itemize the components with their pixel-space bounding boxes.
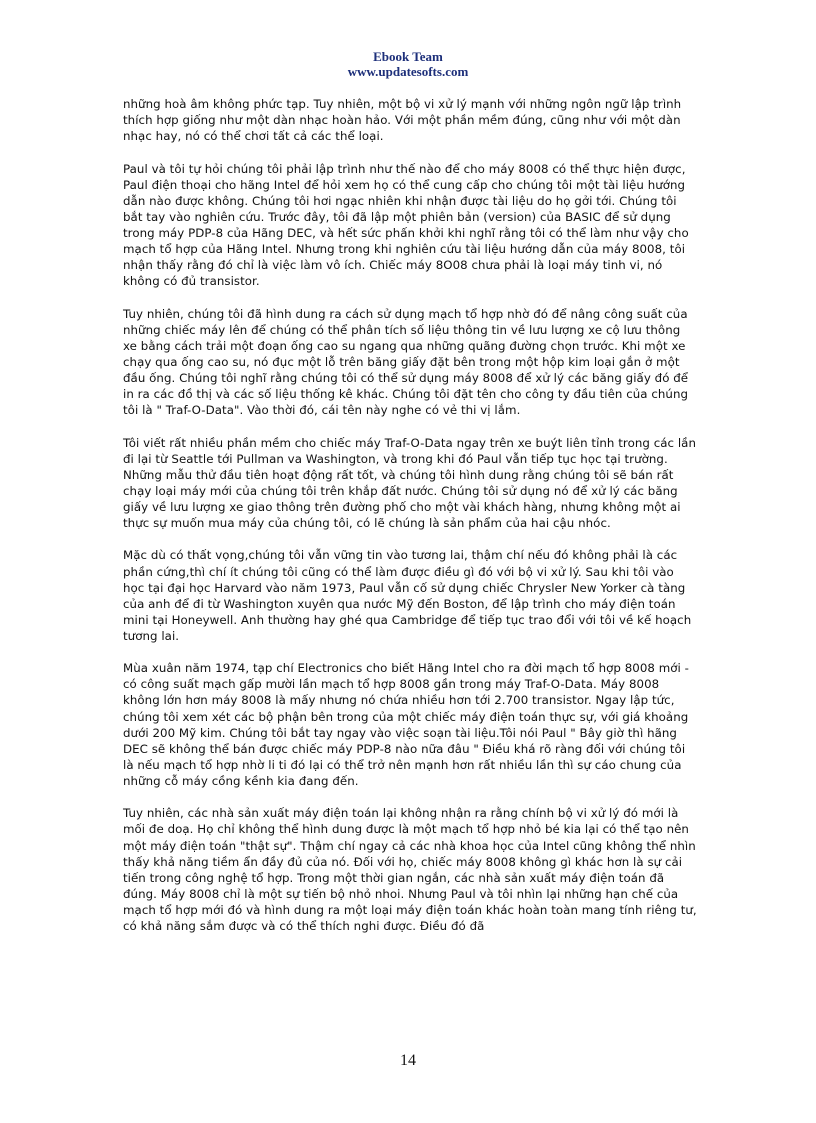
header-website: www.updatesofts.com bbox=[347, 64, 469, 79]
body-text bbox=[123, 96, 698, 950]
paragraph: Mùa xuân năm 1974, tạp chí Electronics cho biết Hãng Intel cho ra đời mạch tổ hợp 8008 mới - có công suất mạch gấp mười lần mạch tổ hợp 8008 gần trong máy Traf-O-Data. Máy 8008 không lớn hơn máy 8008 là mấy nhưng nó chứa nhiều hơn tới 2.700 transistor. Ngay lập tức, chúng tôi xem xét các bộ phận bên trong của một chiếc máy điện toán thực sự, với giá khoảng dưới 200 Mỹ kim. Chúng tôi bắt tay ngay vào việc soạn tài liệu.Tôi nói Paul " Bây giờ thì hãng DEC sẽ không thể bán được chiếc máy PDP-8 nào nữa đâu " Điều khá rõ ràng đối với chúng tôi là nếu mạch tổ hợp nhờ li ti đó lại có thể trở nên mạnh hơn rất nhiều lần thì sự cáo chung của những cỗ máy cồng kềnh kia đang đến. bbox=[123, 661, 689, 788]
paragraph: Mặc dù có thất vọng,chúng tôi vẫn vững tin vào tương lai, thậm chí nếu đó không phải là các phần cứng,thì chí ít chúng tôi cũng có thể làm được điều gì đó với bộ vi xử lý. Sau khi tôi vào học tại đại học Harvard vào năm 1973, Paul vẫn cố sử dụng chiếc Chrysler New Yorker cà tàng của anh để đi từ Washington xuyên qua nước Mỹ đến Boston, để lập trình cho máy điện toán mini tại Honeywell. Anh thường hay ghé qua Cambridge để tiếp tục trao đổi với tôi về kế hoạch tương lai. bbox=[123, 548, 692, 643]
page-number: 14 bbox=[400, 1052, 416, 1069]
paragraph: Tôi viết rất nhiều phần mềm cho chiếc máy Traf-O-Data ngay trên xe buýt liên tỉnh trong các lần đi lại từ Seattle tới Pullman va Washington, và trong khi đó Paul vẫn tiếp tục học tại trường. Những mẫu thử đầu tiên hoạt động rất tốt, và chúng tôi hình dung rằng chúng tôi sẽ bán rất chạy loại máy mới của chúng tôi trên khắp đất nước. Chúng tôi sử dụng nó để xử lý các băng giấy về lưu lượng xe giao thông trên đường phố cho một vài khách hàng, nhưng không một ai thực sự muốn mua máy của chúng tôi, có lẽ chúng là sản phẩm của hai cậu nhóc. bbox=[123, 435, 696, 531]
page-header bbox=[0, 49, 816, 79]
paragraph: những hoà âm không phức tạp. Tuy nhiên, một bộ vi xử lý mạnh với những ngôn ngữ lập trình thích hợp giống như một dàn nhạc hoàn hảo. Với một phần mềm đúng, cũng như với một dàn nhạc hay, nó có thể chơi tất cả các thể loại. bbox=[123, 97, 682, 144]
paragraph: Tuy nhiên, chúng tôi đã hình dung ra cách sử dụng mạch tổ hợp nhờ đó để nâng công suất của những chiếc máy lên để chúng có thể phân tích số liệu thông tin về lưu lượng xe cộ lưu thông xe bằng cách trải một đoạn ống cao su ngang qua những quãng đường chọn trước. Khi một xe chạy qua ống cao su, nó đục một lỗ trên băng giấy đặt bên trong một hộp kim loại gắn ở một đầu ống. Chúng tôi nghĩ rằng chúng tôi có thể sử dụng máy 8008 để xử lý các băng giấy đó để in ra các đồ thị và các số liệu thống kê khác. Chúng tôi đặt tên cho công ty đầu tiên của chúng tôi là " Traf-O-Data". Vào thời đó, cái tên này nghe có vẻ thi vị lắm. bbox=[123, 306, 689, 418]
header-title: Ebook Team bbox=[373, 49, 443, 64]
paragraph: Paul và tôi tự hỏi chúng tôi phải lập trình như thế nào để cho máy 8008 có thể thực hiện được, Paul điện thoại cho hãng Intel để hỏi xem họ có thể cung cấp cho chúng tôi một tài liệu hướng dẫn nào được không. Chúng tôi hơi ngạc nhiên khi nhận được tài liệu do họ gởi tới. Chúng tôi bắt tay vào nghiên cứu. Trước đây, tôi đã lập một phiên bản (version) của BASIC để sử dụng trong máy PDP-8 của Hãng DEC, và hết sức phấn khởi khi nghĩ rằng tôi có thể làm như vậy cho mạch tổ hợp của Hãng Intel. Nhưng trong khi nghiên cứu tài liệu hướng dẫn của máy 8008, tôi nhận thấy rằng đó chỉ là việc làm vô ích. Chiếc máy 8O08 chưa phải là loại máy tinh vi, nó không có đủ transistor. bbox=[123, 161, 689, 289]
paragraph: Tuy nhiên, các nhà sản xuất máy điện toán lại không nhận ra rằng chính bộ vi xử lý đó mới là mối đe doạ. Họ chỉ không thể hình dung được là một mạch tổ hợp nhỏ bé kia lại có thể tạo nên một máy điện toán "thật sự". Thậm chí ngay cả các nhà khoa học của Intel cũng không thể nhìn thấy khả năng tiềm ẩn đầy đủ của nó. Đối với họ, chiếc máy 8008 không gì khác hơn là sự cải tiến trong công nghệ tổ hợp. Trong một thời gian ngắn, các nhà sản xuất máy điện toán đã đúng. Máy 8008 chỉ là một sự tiến bộ nhỏ nhoi. Nhưng Paul và tôi nhìn lại những hạn chế của mạch tổ hợp mới đó và hình dung ra một loại máy điện toán khác hoàn toàn mang tính riêng tư, có khả năng sắm được và có thể thích nghi được. Điều đó đã bbox=[123, 806, 697, 933]
